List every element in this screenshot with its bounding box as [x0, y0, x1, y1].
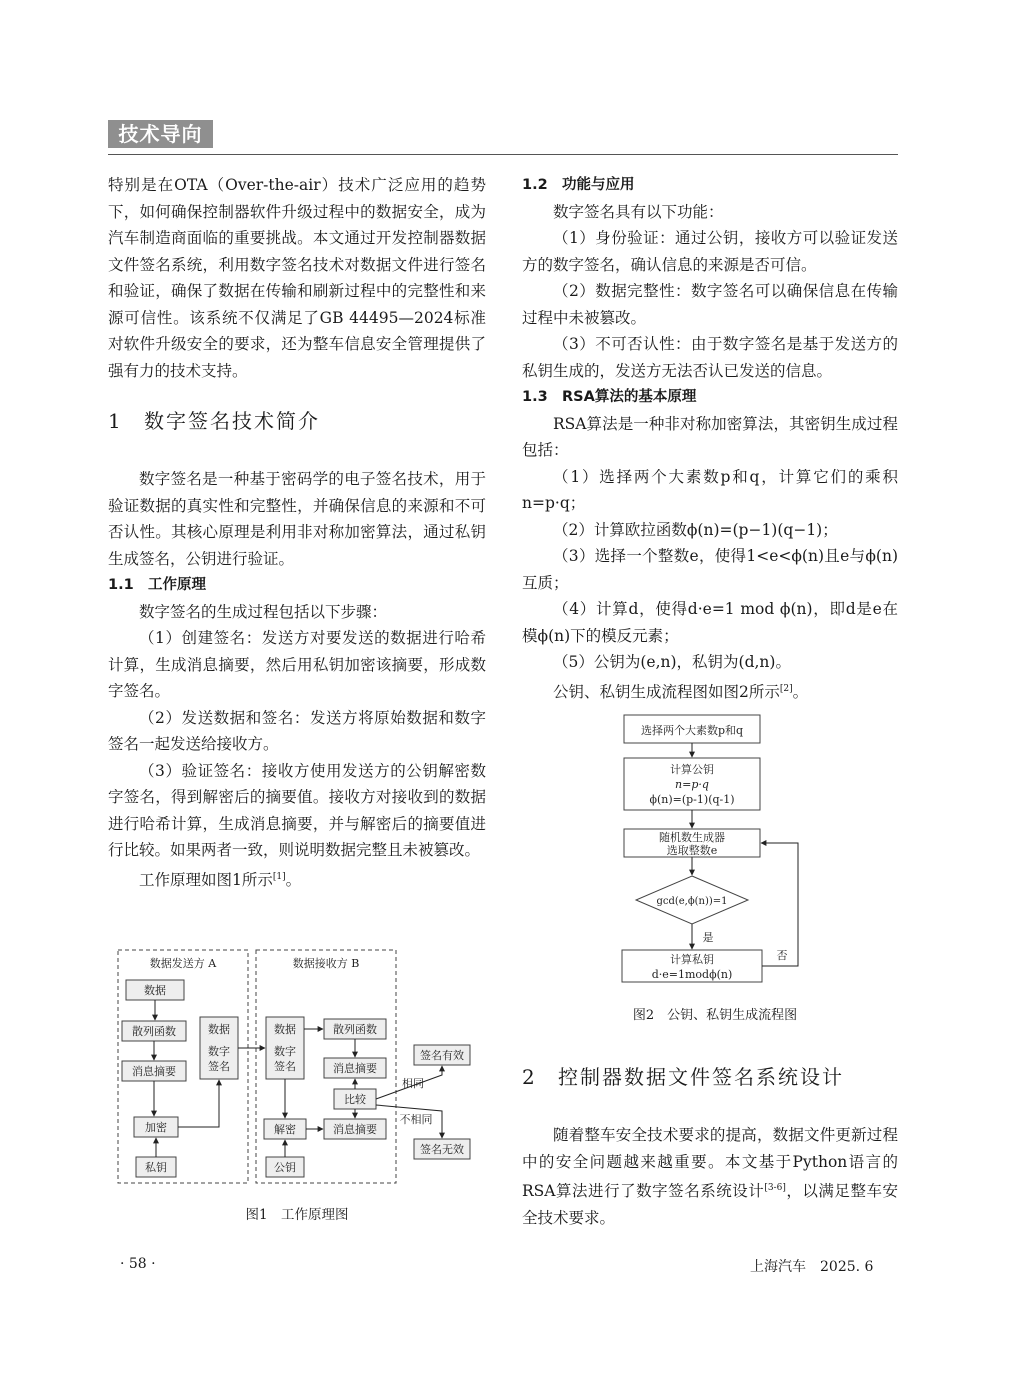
intro-paragraph: 特别是在OTA（Over-the-air）技术广泛应用的趋势下，如何确保控制器软件升级过程中的数据安全，成为汽车制造商面临的重要挑战。本文通过开发控制器数据文件签名系统，利用数字签名技术对数据文件进行签名和验证，确保了数据在传输和刷新过程中的完整性和来源可信性。该系统不仅满足了GB 44495—2024标准对软件升级安全的要求，还为整车信息安全管理提供了强有力的技术支持。 [108, 176, 486, 380]
subsection-1-3-heading: 1.3 RSA算法的基本原理 [522, 389, 697, 405]
figure-2-flowchart [600, 712, 830, 992]
figure-1 [108, 945, 486, 1225]
subsection-1-2-heading: 1.2 功能与应用 [522, 177, 635, 193]
section-2-paragraph: 随着整车安全技术要求的提高，数据文件更新过程中的安全问题越来越重要。本文基于Python语言的RSA算法进行了数字签名系统设计[3-6]，以满足整车安全技术要求。 [522, 1126, 898, 1227]
paragraph: 数字签名具有以下功能： [553, 202, 724, 221]
figure-1-reference: 工作原理如图1所示[1]。 [139, 870, 302, 889]
receiver-title: 数据接收方 B [292, 957, 360, 970]
rdigest2-label: 消息摘要 [333, 1123, 377, 1136]
paragraph: （1）身份验证：通过公钥，接收方可以验证发送方的数字签名，确认信息的来源是否可信。 [522, 229, 898, 274]
paragraph: （1）选择两个大素数p和q，计算它们的乘积n=p·q； [522, 467, 898, 512]
sig-label-1: 数字 [208, 1045, 230, 1058]
box2-label-2: n=p·q [675, 778, 709, 791]
sig-label-2: 签名 [208, 1060, 230, 1073]
box3-label-2: 选取整数e [666, 844, 718, 857]
sender-title: 数据发送方 A [149, 957, 217, 970]
paragraph: （4）计算d，使得d·e=1 mod ϕ(n)，即d是e在模ϕ(n)下的模反元素； [522, 600, 898, 645]
paragraph: （5）公钥为(e,n)，私钥为(d,n)。 [553, 653, 791, 671]
paragraph: （1）创建签名：发送方对要发送的数据进行哈希计算，生成消息摘要，然后用私钥加密该摘要，形成数字签名。 [108, 629, 486, 700]
figure-1-caption: 图1 工作原理图 [245, 1207, 349, 1223]
no-label: 否 [776, 949, 788, 962]
data2-label: 数据 [208, 1023, 230, 1036]
paragraph: （2）计算欧拉函数ϕ(n)=(p−1)(q−1)； [553, 520, 838, 539]
paragraph: （2）数据完整性：数字签名可以确保信息在传输过程中未被篡改。 [522, 282, 898, 327]
right-column [522, 172, 898, 705]
box4-label-2: d·e=1modϕ(n) [651, 968, 733, 981]
digest-label: 消息摘要 [132, 1065, 176, 1078]
rsig-label-2: 签名 [274, 1060, 296, 1073]
column-tag: 技术导向 [108, 120, 213, 148]
paragraph: （3）选择一个整数e，使得1<e<ϕ(n)且e与ϕ(n)互质； [522, 547, 898, 592]
figure-1-diagram [108, 945, 486, 1225]
diamond-label: gcd(e,ϕ(n))=1 [656, 896, 728, 907]
section-1-heading: 1 数字签名技术简介 [108, 409, 320, 433]
page-number: · 58 · [120, 1256, 156, 1272]
section-2 [522, 1062, 898, 1231]
figure-2 [600, 712, 830, 1032]
paragraph: （2）发送数据和签名：发送方将原始数据和数字签名一起发送给接收方。 [108, 708, 486, 753]
paragraph: （3）不可否认性：由于数字签名是基于发送方的私钥生成的，发送方无法否认已发送的信息。 [522, 335, 898, 380]
data-label: 数据 [144, 984, 166, 997]
box4-label-1: 计算私钥 [670, 953, 714, 966]
box3-label-1: 随机数生成器 [659, 831, 725, 844]
public-key-label: 公钥 [274, 1161, 296, 1174]
figure-2-caption: 图2 公钥、私钥生成流程图 [632, 1008, 798, 1023]
subsection-1-1-heading: 1.1 工作原理 [108, 577, 206, 593]
hash-label: 散列函数 [132, 1025, 176, 1038]
invalid-label: 签名无效 [420, 1143, 464, 1156]
box1-label: 选择两个大素数p和q [640, 724, 744, 737]
same-label: 相同 [402, 1077, 424, 1090]
decrypt-label: 解密 [274, 1123, 296, 1136]
box2-label-1: 计算公钥 [670, 763, 714, 776]
paragraph: 数字签名的生成过程包括以下步骤： [139, 602, 388, 621]
encrypt-label: 加密 [145, 1121, 167, 1134]
rsig-label-1: 数字 [274, 1045, 296, 1058]
section-2-heading: 2 控制器数据文件签名系统设计 [522, 1065, 844, 1089]
box2-label-3: ϕ(n)=(p-1)(q-1) [649, 793, 735, 806]
journal-issue: 上海汽车 2025. 6 [750, 1259, 874, 1275]
paragraph: RSA算法是一种非对称加密算法，其密钥生成过程包括： [522, 414, 898, 459]
yes-label: 是 [702, 931, 714, 944]
rhash-label: 散列函数 [333, 1023, 377, 1036]
rdata-label: 数据 [274, 1023, 296, 1036]
rdigest1-label: 消息摘要 [333, 1062, 377, 1075]
compare-label: 比较 [344, 1093, 366, 1106]
figure-2-reference: 公钥、私钥生成流程图如图2所示[2]。 [553, 682, 809, 701]
paragraph: （3）验证签名：接收方使用发送方的公钥解密数字签名，得到解密后的摘要值。接收方对接收到的数据进行哈希计算，生成消息摘要，并与解密后的摘要值进行比较。如果两者一致，则说明数据完整且未被篡改。 [108, 761, 486, 859]
section-1-paragraph: 数字签名是一种基于密码学的电子签名技术，用于验证数据的真实性和完整性，并确保信息的来源和不可否认性。其核心原理是利用非对称加密算法，通过私钥生成签名，公钥进行验证。 [108, 470, 486, 568]
private-key-label: 私钥 [145, 1161, 167, 1174]
header-divider [108, 154, 898, 155]
left-column [108, 172, 486, 893]
valid-label: 签名有效 [420, 1049, 464, 1062]
not-same-label: 不相同 [399, 1113, 433, 1126]
